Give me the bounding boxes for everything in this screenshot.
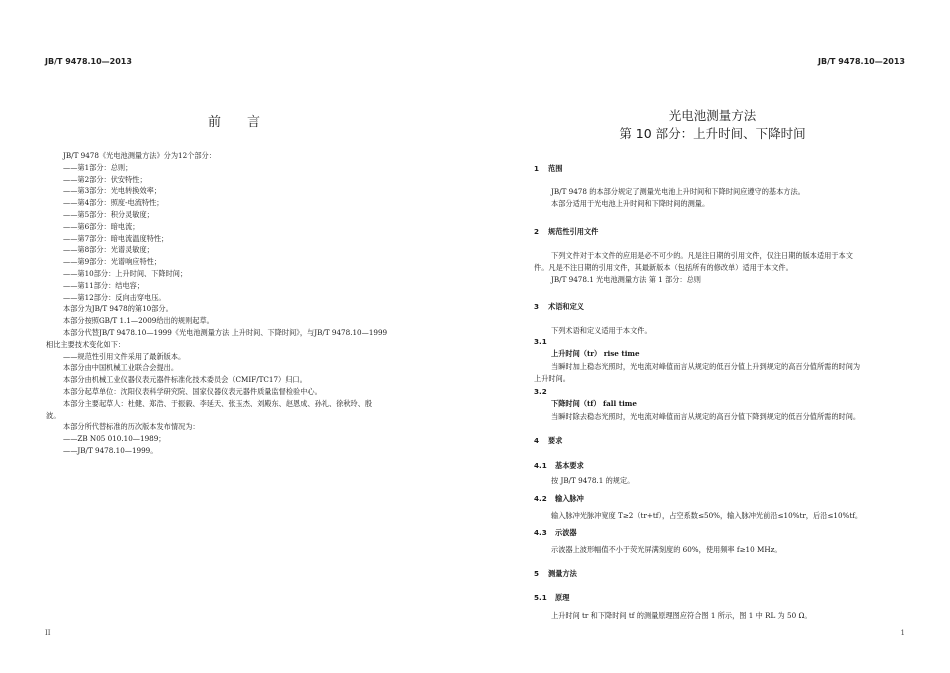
right-page — [475, 0, 950, 673]
foreword-line: ——第1部分：总则； — [63, 162, 133, 172]
subsection-body — [534, 610, 914, 622]
foreword-line: 本部分所代替标准的历次版本发布情况为： — [63, 422, 200, 432]
section-number: 2 — [534, 227, 540, 236]
section-title: 测量方法 — [548, 569, 577, 578]
section-heading — [534, 569, 577, 579]
foreword-line: ——第11部分：结电容； — [63, 280, 145, 290]
foreword-line: ——第5部分：积分灵敏度； — [63, 209, 154, 219]
section-number: 3 — [534, 302, 540, 311]
term-name: 下降时间（tf） fall time — [551, 399, 637, 408]
paragraph: JB/T 9478 的本部分规定了测量光电池上升时间和下降时间应遵守的基本方法。 — [551, 187, 805, 196]
paragraph: 当瞬时加上稳态光照时，光电流对峰值而言从规定的低百分值上升到规定的高百分值所需的时间为 — [551, 362, 861, 371]
foreword-line: 本部分代替JB/T 9478.10—1999《光电池测量方法 上升时间、下降时间》，与JB/T 9478.10—1999 — [63, 327, 388, 337]
section-title: 术语和定义 — [548, 302, 584, 311]
foreword-line: 本部分起草单位：沈阳仪表科学研究院、国家仪器仪表元器件质量监督检验中心。 — [63, 386, 322, 396]
paragraph: 上升时间。 — [534, 373, 570, 383]
section-number: 1 — [534, 164, 540, 173]
standard-code-header: JB/T 9478.10—2013 — [45, 57, 132, 66]
subsection-number: 4.1 — [534, 461, 547, 470]
foreword-line: ——第8部分：光谱灵敏度； — [63, 245, 154, 255]
foreword-line: ——第4部分：照度-电流特性； — [63, 198, 164, 208]
subsection-title: 示波器 — [555, 528, 577, 537]
term-number: 3.1 — [534, 337, 547, 346]
subsection-heading — [534, 593, 569, 603]
subsection-heading — [534, 528, 577, 538]
page-number: 1 — [900, 629, 905, 637]
foreword-line: ——规范性引用文件采用了最新版本。 — [63, 351, 186, 361]
foreword-line: 本部分由机械工业仪器仪表元器件标准化技术委员会（CMIF/TC17）归口。 — [63, 375, 307, 385]
section-title: 要求 — [548, 436, 563, 445]
paragraph: 下列术语和定义适用于本文件。 — [551, 326, 652, 335]
section-1-body — [534, 186, 914, 210]
foreword-line: 本部分主要起草人：杜健、郑浩、于振毅、李延天、张玉杰、刘殿东、赵恩成、孙礼、徐秋玲、殷 — [63, 398, 373, 408]
document-title: 光电池测量方法 — [668, 108, 757, 123]
section-3-intro — [534, 325, 914, 337]
foreword-line: JB/T 9478《光电池测量方法》分为12个部分： — [63, 151, 216, 160]
foreword-line: 本部分由中国机械工业联合会提出。 — [63, 363, 179, 373]
foreword-line: ——JB/T 9478.10—1999。 — [63, 445, 158, 455]
paragraph: 当瞬时除去稳态光照时，光电流对峰值而言从规定的高百分值下降到规定的低百分值所需的时间。 — [551, 412, 861, 421]
subsection-body — [534, 510, 914, 522]
foreword-line: 本部分为JB/T 9478的第10部分。 — [63, 304, 173, 314]
subsection-number: 5.1 — [534, 593, 547, 602]
paragraph: 按 JB/T 9478.1 的规定。 — [551, 476, 635, 485]
paragraph: 上升时间 tr 和下降时间 tf 的测量原理图应符合图 1 所示，图 1 中 RL 为 50 Ω。 — [551, 611, 812, 620]
section-heading — [534, 436, 562, 446]
subsection-title: 输入脉冲 — [555, 494, 584, 503]
term-number: 3.2 — [534, 387, 547, 396]
reference-item: JB/T 9478.1 光电池测量方法 第 1 部分：总则 — [551, 274, 701, 284]
paragraph: 示波器上波形幅值不小于荧光屏满刻度的 60%，使用频率 f≥10 MHz。 — [551, 545, 782, 554]
paragraph: 输入脉冲光脉冲宽度 T≥2（tr+tf），占空系数≤50%，输入脉冲光前沿≤10%tr，后沿≤10%tf。 — [551, 511, 863, 520]
subsection-heading — [534, 461, 584, 471]
foreword-line: 相比主要技术变化如下： — [46, 339, 126, 349]
term-definition — [534, 361, 914, 385]
document-subtitle: 第 10 部分：上升时间、下降时间 — [619, 126, 806, 141]
foreword-body — [46, 150, 431, 457]
foreword-line: 本部分按照GB/T 1.1—2009给出的规则起草。 — [63, 316, 214, 326]
term-definition — [534, 411, 914, 423]
foreword-line: ——ZB N05 010.10—1989； — [63, 434, 166, 444]
subsection-title: 基本要求 — [555, 461, 584, 470]
section-number: 5 — [534, 569, 540, 578]
section-heading — [534, 227, 598, 237]
subsection-number: 4.2 — [534, 494, 547, 503]
subsection-body — [534, 475, 914, 487]
paragraph: 本部分适用于光电池上升时间和下降时间的测量。 — [551, 198, 710, 208]
foreword-line: ——第10部分：上升时间、下降时间； — [63, 268, 188, 278]
foreword-line: ——第7部分：暗电流温度特性； — [63, 233, 169, 243]
foreword-line: ——第6部分：暗电流； — [63, 221, 140, 231]
section-title: 范围 — [548, 164, 563, 173]
subsection-body — [534, 544, 914, 556]
section-heading — [534, 302, 584, 312]
subsection-heading — [534, 494, 584, 504]
section-number: 4 — [534, 436, 540, 445]
paragraph: 件。凡是不注日期的引用文件，其最新版本（包括所有的修改单）适用于本文件。 — [534, 262, 793, 272]
section-title: 规范性引用文件 — [548, 227, 599, 236]
foreword-line: ——第12部分：反向击穿电压。 — [63, 292, 166, 302]
foreword-title: 前言 — [208, 115, 287, 130]
foreword-line: ——第9部分：光谱响应特性； — [63, 257, 162, 267]
foreword-line: ——第2部分：伏安特性； — [63, 174, 147, 184]
subsection-number: 4.3 — [534, 528, 547, 537]
foreword-line: ——第3部分：光电转换效率； — [63, 186, 162, 196]
subsection-title: 原理 — [555, 593, 570, 602]
paragraph: 下列文件对于本文件的应用是必不可少的。凡是注日期的引用文件，仅注日期的版本适用于本文 — [551, 251, 853, 260]
term-name: 上升时间（tr） rise time — [551, 349, 640, 358]
section-heading — [534, 164, 562, 174]
standard-code-header: JB/T 9478.10—2013 — [818, 57, 905, 66]
page-number: II — [45, 629, 51, 637]
foreword-line: 波。 — [46, 410, 61, 420]
section-2-body — [534, 250, 914, 285]
